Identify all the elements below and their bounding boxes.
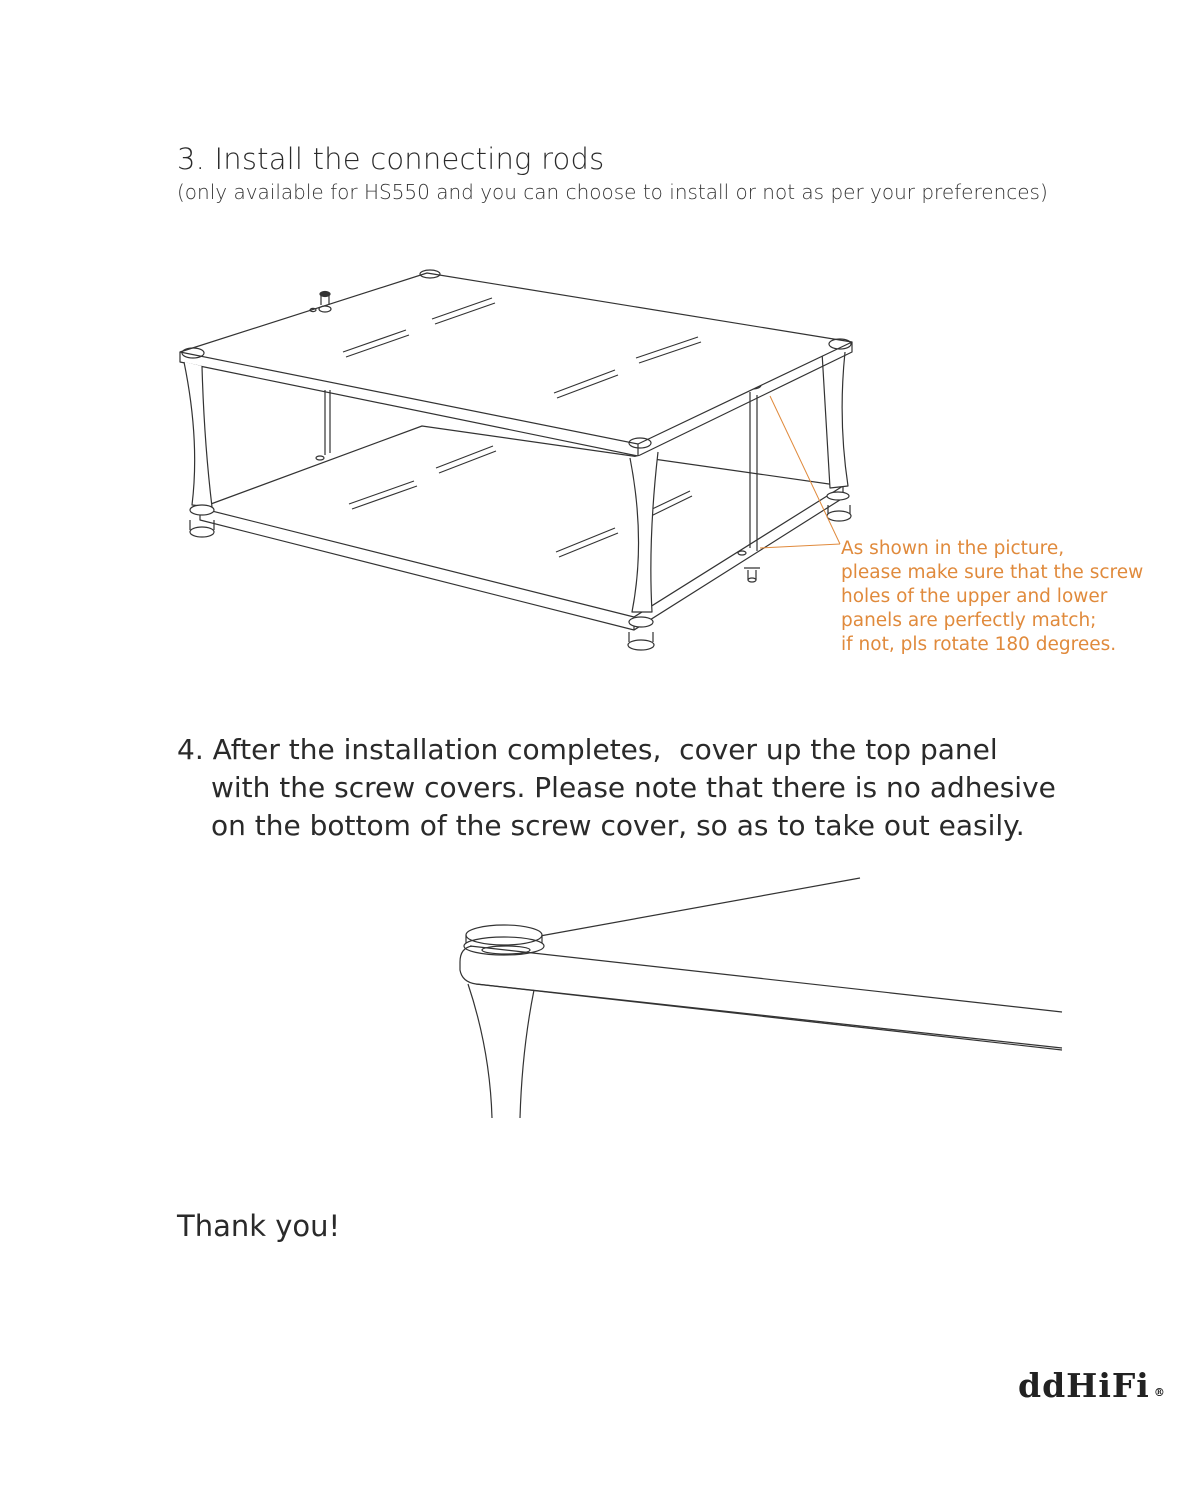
note-line: if not, pls rotate 180 degrees. (841, 634, 1117, 655)
note-line: please make sure that the screw (841, 562, 1144, 583)
note-line: As shown in the picture, (841, 538, 1065, 559)
lower-panel (200, 426, 843, 630)
closing-message: Thank you! (177, 1209, 341, 1243)
step-3-note (841, 537, 1143, 657)
step-3-subtitle: (only available for HS550 and you can choose to install or not as per your preferences) (177, 180, 1048, 204)
screw-cover-illustration (0, 860, 1200, 1130)
upper-panel (180, 270, 852, 456)
step-4-line: on the bottom of the screw cover, so as to take out easily. (211, 809, 1025, 842)
step-3-title: 3. Install the connecting rods (177, 142, 605, 176)
note-line: panels are perfectly match; (841, 610, 1097, 631)
brand-logo (1018, 1366, 1166, 1405)
note-line: holes of the upper and lower (841, 586, 1108, 607)
brand-logo-text: ddHiFi (1018, 1366, 1150, 1405)
step-4-line: with the screw covers. Please note that there is no adhesive (211, 771, 1056, 804)
step-4-instructions (177, 731, 1056, 845)
registered-mark: ® (1153, 1386, 1166, 1399)
step-4-line: 4. After the installation completes, cover up the top panel (177, 733, 998, 766)
